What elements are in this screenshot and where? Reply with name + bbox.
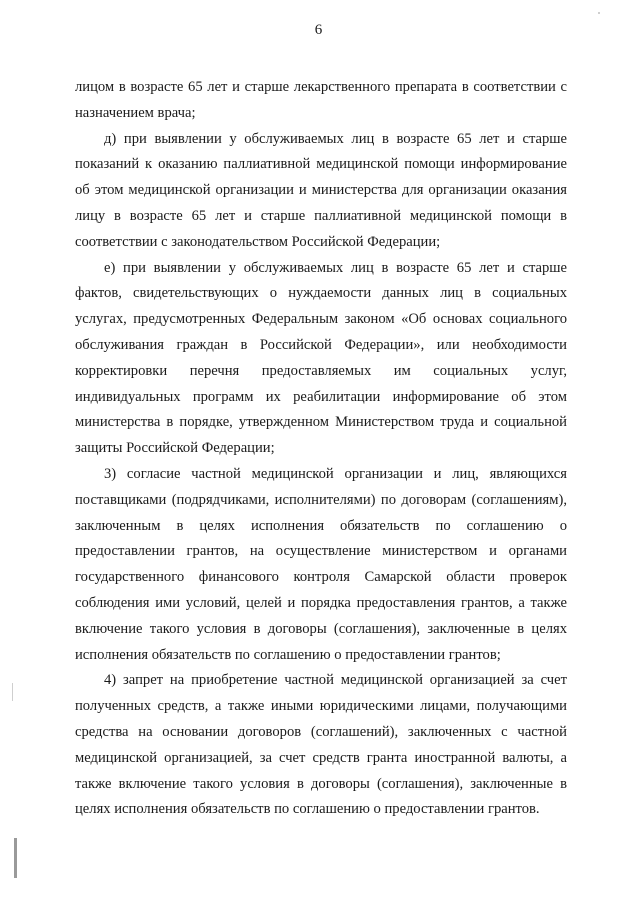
paragraph-item-4: 4) запрет на приобретение частной медицинской организацией за счет полученных средств, а также иными юридическими лицами, получающими средства на основании договоров (соглашений), заключенных с частной медицинской организацией, за счет средств гранта иностранной валюты, а также включение такого условия в договоры (соглашения), заключенные в целях исполнения обязательств по соглашению о предоставлении грантов.	[75, 672, 567, 818]
page-number: 6	[314, 22, 323, 38]
scan-artifact	[14, 838, 17, 878]
paragraph-continuation: лицом в возрасте 65 лет и старше лекарственного препарата в соответствии с назначением врача;	[75, 79, 567, 121]
paragraph-item-3: 3) согласие частной медицинской организации и лиц, являющихся поставщиками (подрядчиками, исполнителями) по договорам (соглашениям), заключенным в целях исполнения обязательств по соглашению о предоставлении грантов, на осуществление министерством и органами государственного финансового контроля Самарской области проверок соблюдения ими условий, целей и порядка предоставления грантов, а также включение такого условия в договоры (соглашения), заключенные в целях исполнения обязательств по соглашению о предоставлении грантов;	[75, 465, 567, 663]
scan-artifact	[598, 12, 600, 14]
paragraph-item-e: е) при выявлении у обслуживаемых лиц в возрасте 65 лет и старше фактов, свидетельствующих о нуждаемости данных лиц в социальных услугах, предусмотренных Федеральным законом «Об основах социального обслуживания граждан в Российской Федерации», или необходимости корректировки перечня предоставляемых им социальных услуг, индивидуальных программ их реабилитации информирование об этом министерства в порядке, утвержденном Министерством труда и социальной защиты Российской Федерации;	[75, 259, 567, 457]
paragraph-item-d: д) при выявлении у обслуживаемых лиц в возрасте 65 лет и старше показаний к оказанию паллиативной медицинской помощи информирование об этом медицинской организации и министерства для организации оказания лицу в возрасте 65 лет и старше паллиативной медицинской помощи в соответствии с законодательством Российской Федерации;	[75, 130, 567, 250]
scan-artifact	[12, 683, 13, 701]
document-body	[75, 75, 567, 823]
